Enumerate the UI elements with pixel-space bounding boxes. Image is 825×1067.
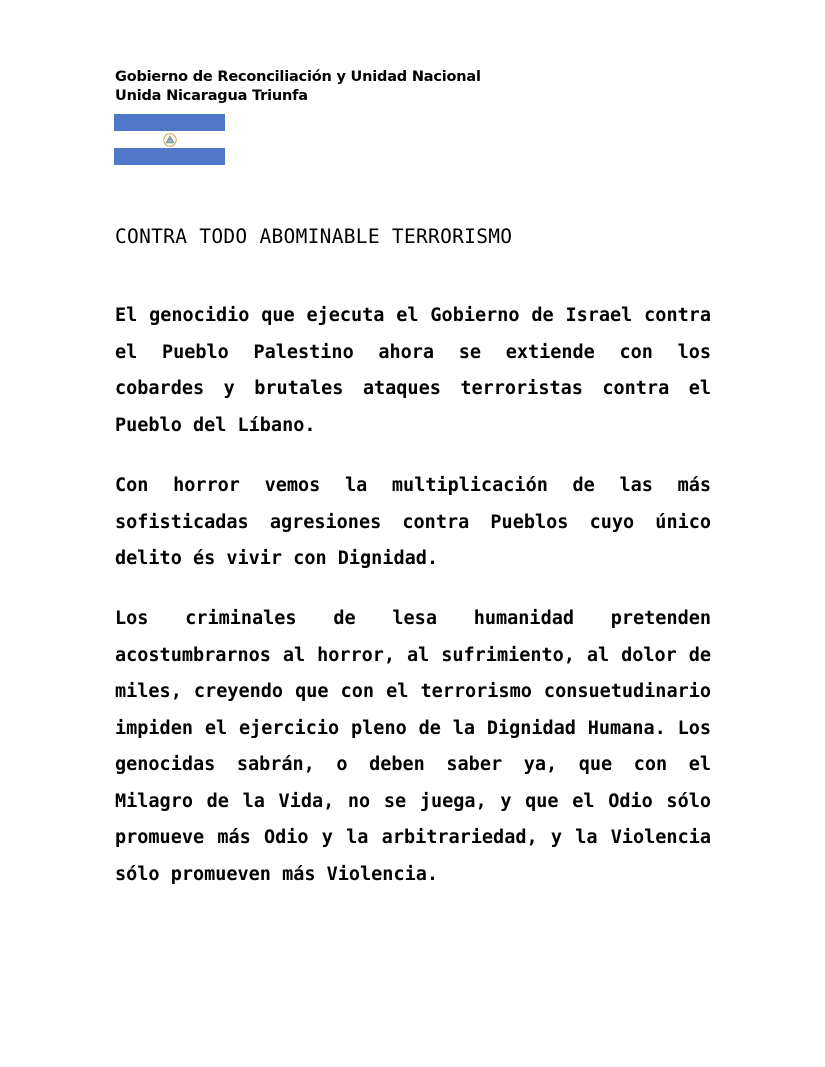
header-government-name: Gobierno de Reconciliación y Unidad Nacional [115, 69, 481, 85]
document-header [115, 68, 481, 106]
flag-middle-band [114, 131, 225, 148]
nicaragua-coat-of-arms-icon [163, 133, 177, 147]
header-slogan: Unida Nicaragua Triunfa [115, 88, 308, 104]
paragraph-1: El genocidio que ejecuta el Gobierno de Israel contra el Pueblo Palestino ahora se extiende con los cobardes y brutales ataques terroristas contra el Pueblo del Líbano. [115, 305, 711, 436]
paragraph-2: Con horror vemos la multiplicación de las más sofisticadas agresiones contra Pueblos cuyo único delito és vivir con Dignidad. [115, 475, 711, 569]
document-title: CONTRA TODO ABOMINABLE TERRORISMO [115, 225, 513, 248]
paragraph-3: Los criminales de lesa humanidad pretenden acostumbrarnos al horror, al sufrimiento, al dolor de miles, creyendo que con el terrorismo consuetudinario impiden el ejercicio pleno de la Dignidad Humana. Los genocidas sabrán, o deben saber ya, que con el Milagro de la Vida, no se juega, y que el Odio sólo promueve más Odio y la arbitrariedad, y la Violencia sólo promueven más Violencia. [115, 608, 711, 885]
flag-bottom-band [114, 148, 225, 165]
flag-top-band [114, 114, 225, 131]
nicaragua-flag [114, 114, 225, 165]
